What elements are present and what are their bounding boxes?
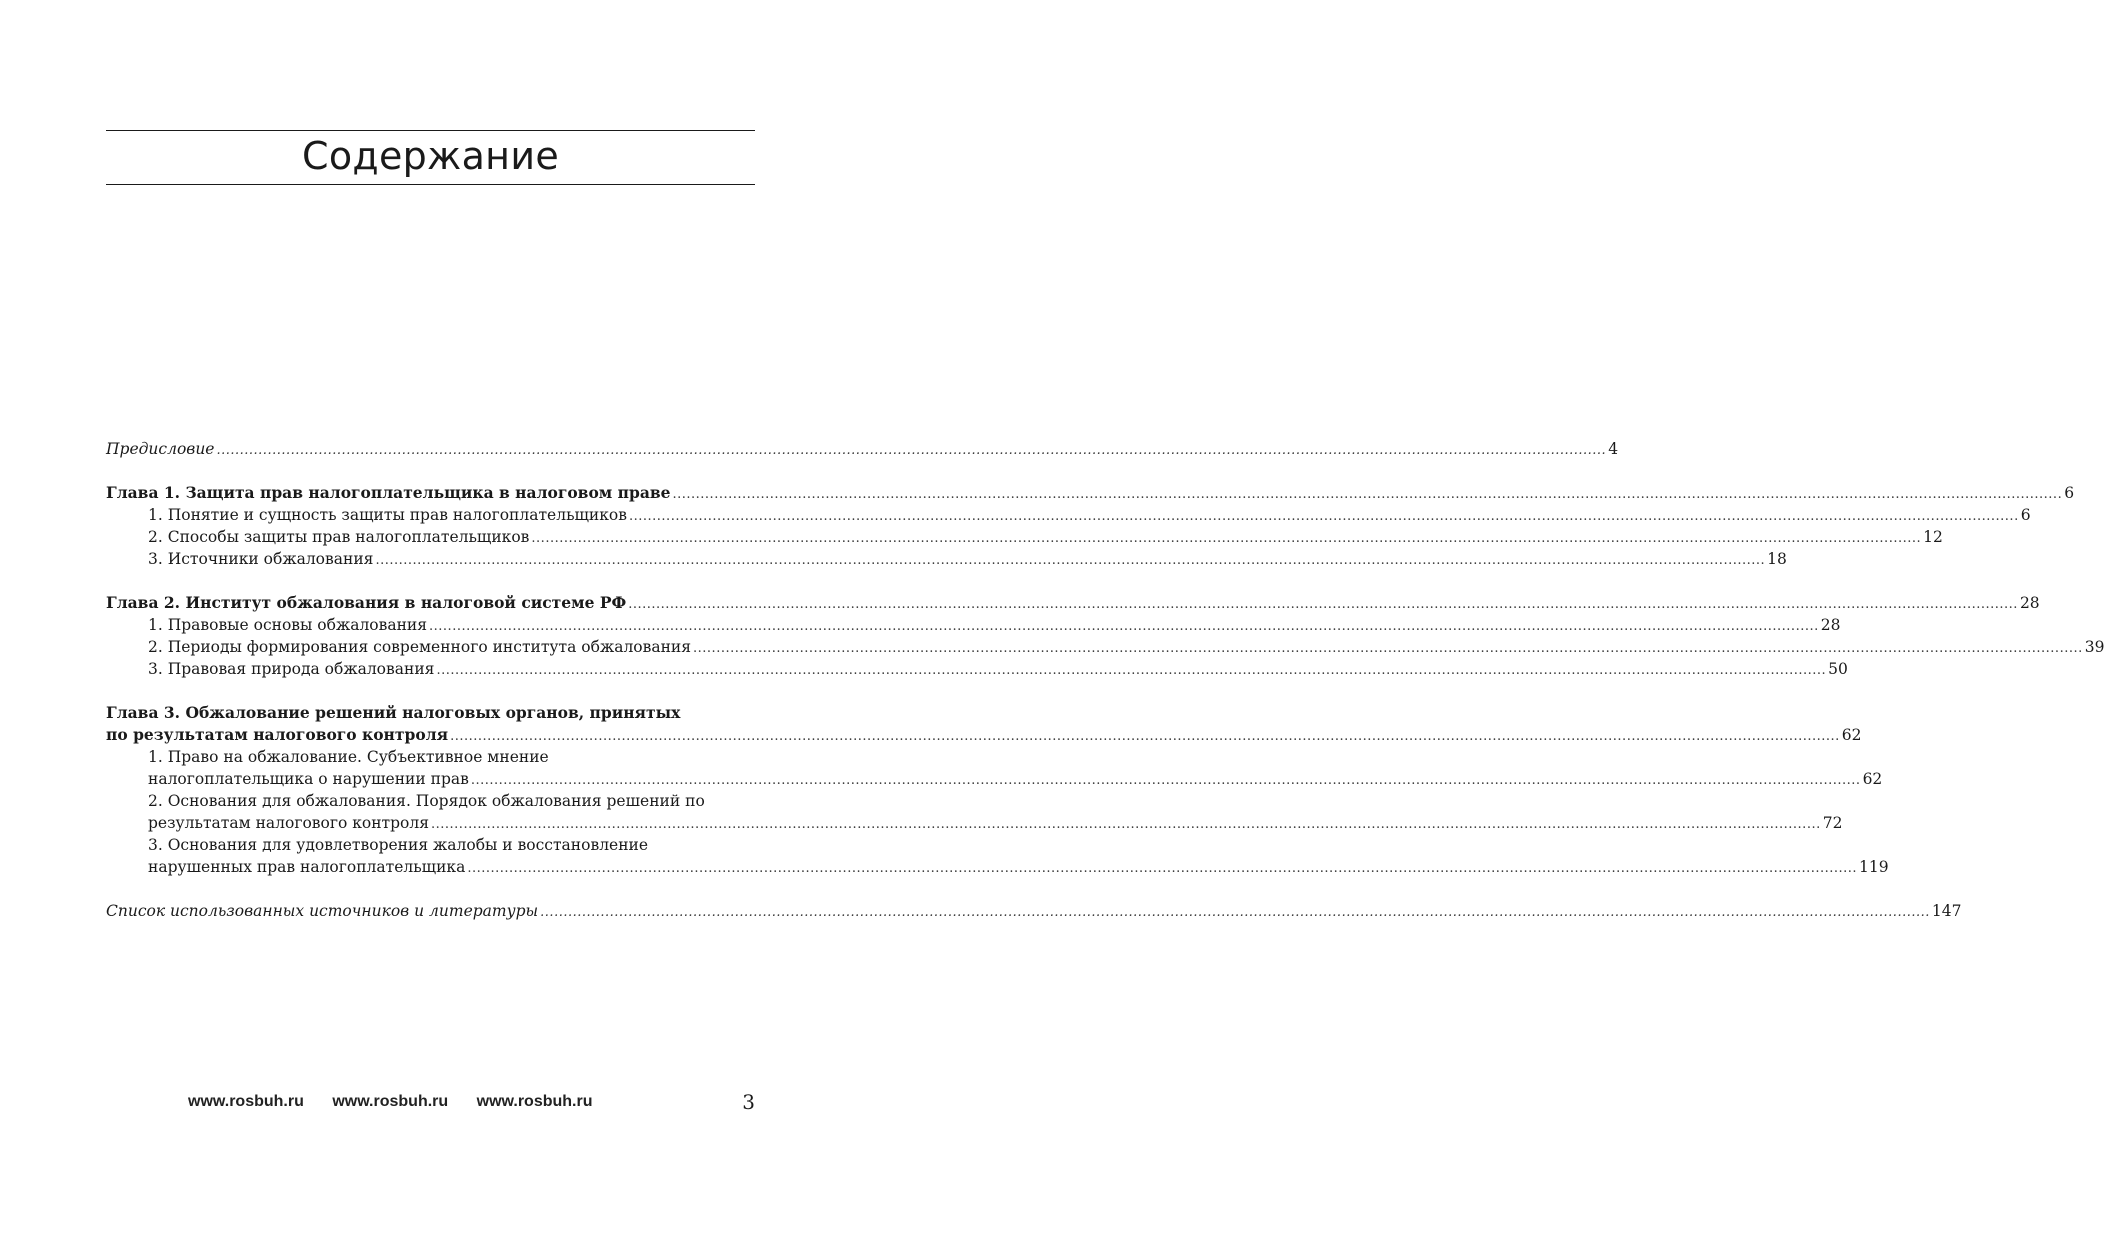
toc-entry-label: 2. Периоды формирования современного института обжалования xyxy=(148,638,692,656)
dot-leader: ............................................................................................................................................................................................................................................................................................................ xyxy=(467,861,1858,876)
table-of-contents xyxy=(106,438,2104,922)
toc-entry-label: Список использованных источников и литературы xyxy=(106,902,539,920)
toc-entry-label: по результатам налогового контроля xyxy=(106,725,449,744)
dot-leader: ............................................................................................................................................................................................................................................................................................................ xyxy=(431,817,1821,832)
title-top-rule xyxy=(106,130,755,131)
toc-entry-section-3-2-line2[interactable] xyxy=(106,812,1843,834)
dot-leader: ............................................................................................................................................................................................................................................................................................................ xyxy=(672,487,2063,502)
toc-entry-label: 3. Основания для удовлетворения жалобы и восстановление xyxy=(148,836,649,854)
toc-page-number: 39 xyxy=(2084,638,2104,656)
dot-leader: ............................................................................................................................................................................................................................................................................................................ xyxy=(216,443,1607,458)
toc-entry-bibliography[interactable] xyxy=(106,900,1962,922)
toc-page-number: 12 xyxy=(1923,528,1943,546)
toc-entry-section-3-2-line1[interactable] xyxy=(106,790,755,812)
toc-entry-chapter-3-line2[interactable] xyxy=(106,724,1862,746)
toc-page-number: 50 xyxy=(1828,660,1848,678)
toc-page-number: 62 xyxy=(1841,726,1862,744)
toc-entry-section-2-3[interactable] xyxy=(106,658,1848,680)
toc-entry-label: Предисловие xyxy=(106,440,215,458)
toc-entry-section-3-1-line2[interactable] xyxy=(106,768,1883,790)
toc-entry-chapter-1[interactable] xyxy=(106,482,2075,504)
toc-entry-label: 3. Источники обжалования xyxy=(148,550,374,568)
toc-entry-section-2-2[interactable] xyxy=(106,636,2104,658)
toc-page-number: 18 xyxy=(1767,550,1787,568)
toc-entry-label: результатам налогового контроля xyxy=(148,814,430,832)
toc-page-number: 72 xyxy=(1822,814,1843,832)
footer-links xyxy=(188,1093,616,1111)
toc-entry-label: 3. Правовая природа обжалования xyxy=(148,660,435,678)
toc-page-number: 6 xyxy=(2020,506,2031,524)
toc-entry-section-3-3-line2[interactable] xyxy=(106,856,1889,878)
toc-entry-label: 1. Правовые основы обжалования xyxy=(148,616,428,634)
toc-entry-label: 1. Понятие и сущность защиты прав налогоплательщиков xyxy=(148,506,627,524)
toc-page-number: 119 xyxy=(1859,858,1889,876)
toc-entry-section-1-2[interactable] xyxy=(106,526,1943,548)
toc-entry-chapter-3-line1[interactable] xyxy=(106,702,755,724)
toc-entry-chapter-2[interactable] xyxy=(106,592,2040,614)
toc-entry-section-1-1[interactable] xyxy=(106,504,2031,526)
footer-link[interactable]: www.rosbuh.ru xyxy=(332,1093,449,1110)
toc-entry-label: Глава 2. Институт обжалования в налоговой системе РФ xyxy=(106,593,627,612)
title-bottom-rule xyxy=(106,184,755,185)
toc-entry-label: 1. Право на обжалование. Субъективное мнение xyxy=(148,748,549,766)
toc-page-number: 147 xyxy=(1931,902,1962,920)
dot-leader: ............................................................................................................................................................................................................................................................................................................ xyxy=(450,729,1840,744)
toc-page-number: 28 xyxy=(2019,594,2040,612)
dot-leader: ............................................................................................................................................................................................................................................................................................................ xyxy=(531,531,1922,546)
dot-leader: ............................................................................................................................................................................................................................................................................................................ xyxy=(429,619,1819,634)
toc-entry-label: 2. Способы защиты прав налогоплательщиков xyxy=(148,528,530,546)
page-number: 3 xyxy=(742,1090,755,1114)
toc-entry-section-2-1[interactable] xyxy=(106,614,1841,636)
toc-entry-section-3-1-line1[interactable] xyxy=(106,746,755,768)
toc-page-number: 4 xyxy=(1608,440,1619,458)
dot-leader: ............................................................................................................................................................................................................................................................................................................ xyxy=(629,509,2019,524)
dot-leader: ............................................................................................................................................................................................................................................................................................................ xyxy=(540,905,1930,920)
dot-leader: ............................................................................................................................................................................................................................................................................................................ xyxy=(693,641,2083,656)
toc-page-number: 6 xyxy=(2064,484,2075,502)
toc-entry-preface[interactable] xyxy=(106,438,1619,460)
dot-leader: ............................................................................................................................................................................................................................................................................................................ xyxy=(375,553,1766,568)
toc-entry-label: налогоплательщика о нарушении прав xyxy=(148,770,469,788)
dot-leader: ............................................................................................................................................................................................................................................................................................................ xyxy=(470,773,1861,788)
dot-leader: ............................................................................................................................................................................................................................................................................................................ xyxy=(628,597,2018,612)
toc-entry-section-1-3[interactable] xyxy=(106,548,1787,570)
toc-entry-label: нарушенных прав налогоплательщика xyxy=(148,858,466,876)
footer-link[interactable]: www.rosbuh.ru xyxy=(476,1093,593,1110)
toc-entry-section-3-3-line1[interactable] xyxy=(106,834,755,856)
toc-entry-label: Глава 3. Обжалование решений налоговых органов, принятых xyxy=(106,703,681,722)
toc-page-number: 62 xyxy=(1862,770,1883,788)
dot-leader: ............................................................................................................................................................................................................................................................................................................ xyxy=(436,663,1827,678)
toc-entry-label: 2. Основания для обжалования. Порядок обжалования решений по xyxy=(148,792,705,810)
page-title: Содержание xyxy=(302,134,559,178)
toc-entry-label: Глава 1. Защита прав налогоплательщика в налоговом праве xyxy=(106,483,671,502)
toc-page-number: 28 xyxy=(1820,616,1841,634)
footer-link[interactable]: www.rosbuh.ru xyxy=(188,1093,304,1110)
